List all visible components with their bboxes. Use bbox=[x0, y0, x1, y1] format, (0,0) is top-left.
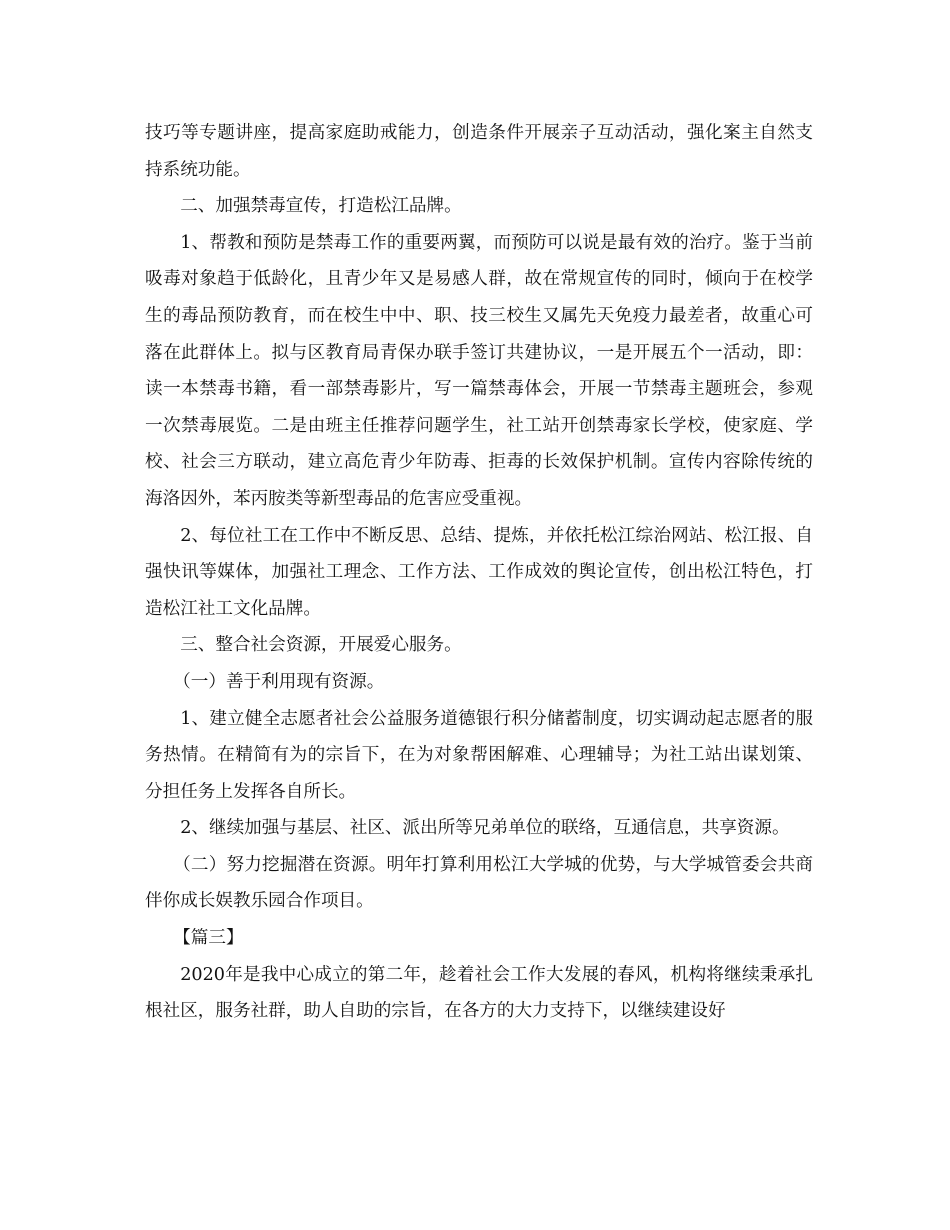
paragraph-item-1: 1、帮教和预防是禁毒工作的重要两翼，而预防可以说是最有效的治疗。鉴于当前吸毒对象趋于低龄化，且青少年又是易感人群，故在常规宣传的同时，倾向于在校学生的毒品预防教育，而在校生中中、职、技三校生又属先天免疫力最差者，故重心可落在此群体上。拟与区教育局青保办联手签订共建协议，一是开展五个一活动，即：读一本禁毒书籍，看一部禁毒影片，写一篇禁毒体会，开展一节禁毒主题班会，参观一次禁毒展览。二是由班主任推荐问题学生，社工站开创禁毒家长学校，使家庭、学校、社会三方联动，建立高危青少年防毒、拒毒的长效保护机制。宣传内容除传统的海洛因外，苯丙胺类等新型毒品的危害应受重视。 bbox=[145, 232, 813, 509]
paragraph-item-2: 2、每位社工在工作中不断反思、总结、提炼，并依托松江综治网站、松江报、自强快讯等媒体，加强社工理念、工作方法、工作成效的舆论宣传，创出松江特色，打造松江社工文化品牌。 bbox=[145, 525, 813, 619]
paragraph-part3-intro: 2020年是我中心成立的第二年，趁着社会工作大发展的春风，机构将继续秉承扎根社区，服务社群，助人自助的宗旨，在各方的大力支持下，以继续建设好 bbox=[145, 964, 813, 1022]
subsection-heading-2: （二）努力挖掘潜在资源。明年打算利用松江大学城的优势，与大学城管委会共商伴你成长娱教乐园合作项目。 bbox=[145, 854, 813, 912]
paragraph-subitem-2: 2、继续加强与基层、社区、派出所等兄弟单位的联络，互通信息，共享资源。 bbox=[180, 818, 790, 839]
paragraph-subitem-1: 1、建立健全志愿者社会公益服务道德银行积分储蓄制度，切实调动起志愿者的服务热情。在精简有为的宗旨下，在为对象帮困解难、心理辅导；为社工站出谋划策、分担任务上发挥各自所长。 bbox=[145, 708, 813, 802]
paragraph-continuation: 技巧等专题讲座，提高家庭助戒能力，创造条件开展亲子互动活动，强化案主自然支持系统功能。 bbox=[145, 123, 813, 180]
section-heading-2: 二、加强禁毒宣传，打造松江品牌。 bbox=[180, 196, 462, 217]
subsection-heading-1: （一）善于利用现有资源。 bbox=[173, 671, 385, 692]
part-heading: 【篇三】 bbox=[173, 928, 244, 949]
section-heading-3: 三、整合社会资源，开展爱心服务。 bbox=[180, 635, 462, 656]
document-body bbox=[145, 115, 813, 1030]
